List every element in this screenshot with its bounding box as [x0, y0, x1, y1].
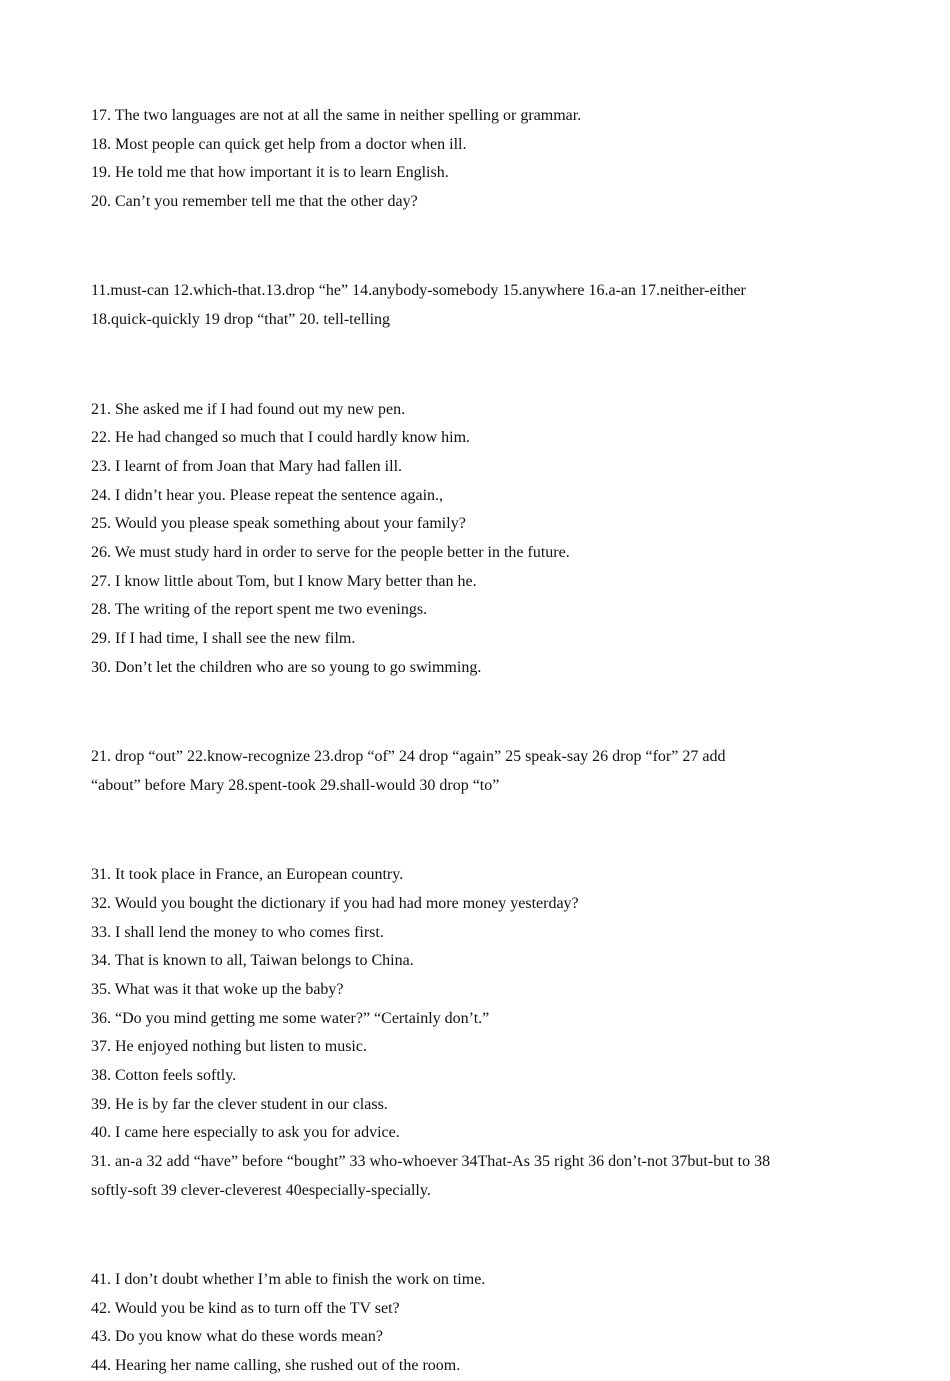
text-line: 31. It took place in France, an European country. — [91, 866, 404, 884]
text-line: 19. He told me that how important it is to learn English. — [91, 164, 449, 182]
text-line: 42. Would you be kind as to turn off the TV set? — [91, 1299, 400, 1317]
blank-line — [91, 1221, 871, 1250]
text-line: 39. He is by far the clever student in our class. — [91, 1095, 388, 1113]
text-line: 28. The writing of the report spent me two evenings. — [91, 601, 428, 619]
text-line: 22. He had changed so much that I could hardly know him. — [91, 429, 471, 447]
text-line: 26. We must study hard in order to serve for the people better in the future. — [91, 543, 570, 561]
blank-line — [91, 351, 871, 380]
text-line: 30. Don’t let the children who are so young to go swimming. — [91, 658, 482, 676]
blank-line — [91, 698, 871, 727]
text-line: 24. I didn’t hear you. Please repeat the sentence again., — [91, 486, 444, 504]
text-line: 31. an-a 32 add “have” before “bought” 33 who-whoever 34That-As 35 right 36 don’t-not 37but-but to 38 — [91, 1153, 771, 1170]
blank-line — [91, 816, 871, 845]
document-page — [91, 102, 871, 1381]
text-line: 21. She asked me if I had found out my new pen. — [91, 400, 406, 418]
blank-line — [91, 233, 871, 262]
text-line: 38. Cotton feels softly. — [91, 1066, 237, 1084]
text-line: 35. What was it that woke up the baby? — [91, 980, 344, 998]
text-line: “about” before Mary 28.spent-took 29.shall-would 30 drop “to” — [91, 776, 500, 794]
text-line: 18. Most people can quick get help from a doctor when ill. — [91, 135, 467, 153]
text-line: 25. Would you please speak something about your family? — [91, 515, 466, 533]
text-line: 21. drop “out” 22.know-recognize 23.drop “of” 24 drop “again” 25 speak-say 26 drop “for” 27 add — [91, 748, 726, 766]
text-line: 11.must-can 12.which-that.13.drop “he” 14.anybody-somebody 15.anywhere 16.a-an 17.neither-either — [91, 282, 746, 300]
text-line: 34. That is known to all, Taiwan belongs to China. — [91, 952, 414, 970]
text-line: 32. Would you bought the dictionary if you had had more money yesterday? — [91, 894, 579, 912]
text-line: 27. I know little about Tom, but I know Mary better than he. — [91, 572, 477, 590]
text-line: 41. I don’t doubt whether I’m able to finish the work on time. — [91, 1271, 486, 1289]
text-line: 44. Hearing her name calling, she rushed out of the room. — [91, 1357, 461, 1375]
text-line: 40. I came here especially to ask you for advice. — [91, 1124, 400, 1142]
text-line: 43. Do you know what do these words mean? — [91, 1328, 383, 1346]
text-line: softly-soft 39 clever-cleverest 40especially-specially. — [91, 1181, 431, 1199]
text-line: 29. If I had time, I shall see the new film. — [91, 630, 356, 647]
text-line: 17. The two languages are not at all the same in neither spelling or grammar. — [91, 107, 582, 124]
text-line: 18.quick-quickly 19 drop “that” 20. tell-telling — [91, 311, 391, 329]
text-line: 36. “Do you mind getting me some water?” “Certainly don’t.” — [91, 1009, 490, 1027]
text-line: 23. I learnt of from Joan that Mary had fallen ill. — [91, 457, 403, 475]
text-line: 20. Can’t you remember tell me that the other day? — [91, 193, 418, 211]
text-line: 37. He enjoyed nothing but listen to music. — [91, 1038, 367, 1056]
text-line: 33. I shall lend the money to who comes first. — [91, 923, 384, 941]
